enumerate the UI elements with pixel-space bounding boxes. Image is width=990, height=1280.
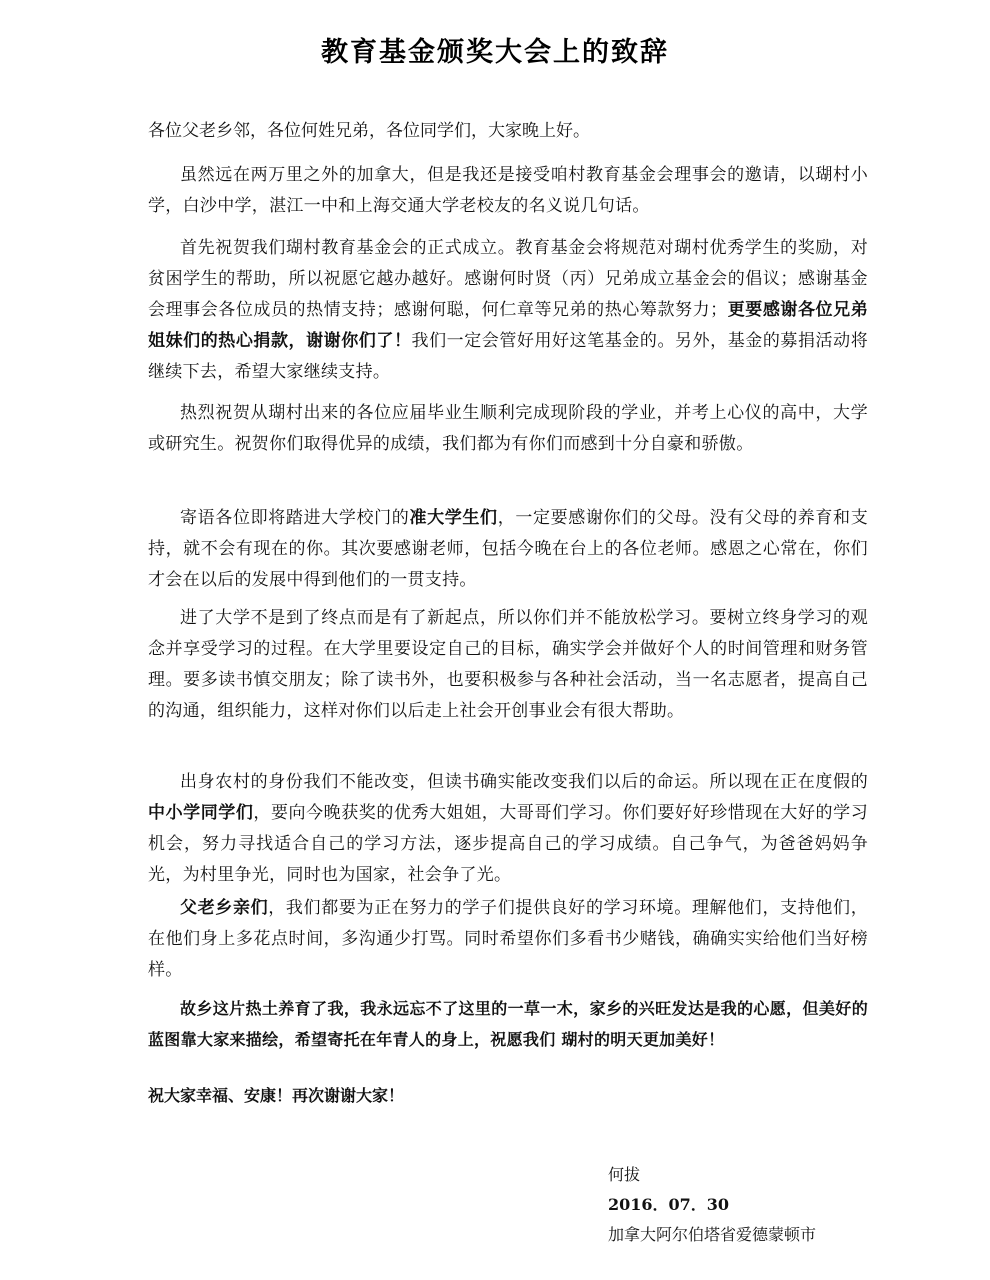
paragraph-8: 故乡这片热土养育了我，我永远忘不了这里的一草一木，家乡的兴旺发达是我的心愿，但美好的蓝图靠大家来描绘，希望寄托在年青人的身上，祝愿我们 瑚村的明天更加美好！ [148,999,868,1049]
paragraph-7 [148,893,868,986]
paragraph-7-bold: 父老乡亲们 [180,898,269,918]
paragraph-6 [148,767,868,891]
paragraph-2-part-a: 首先祝贺我们瑚村教育基金会的正式成立。 [180,238,516,258]
paragraph-2-part-b: 教育基金会将规范对瑚村优秀学生的奖励，对贫困学生的帮助，所以祝愿它越办越好。感谢何时贤（丙）兄弟成立基金会的倡议；感谢基金会理事会各位成员的热情支持；感谢何聪，何仁章等兄弟的热心筹款努力； [148,238,869,320]
paragraph-7-part-a: ，我们都要为正在努力的学子们提供良好的学习环境。理解他们，支持他们，在他们身上多花点时间，多沟通少打骂。同时希望你们多看书少赌钱，确确实实给他们当好榜样。 [148,898,868,980]
paragraph-4-part-a: 寄语各位即将踏进大学校门的 [180,508,410,528]
greeting: 各位父老乡邻，各位何姓兄弟，各位同学们，大家晚上好。 [148,121,590,141]
paragraph-6-part-b: ，要向今晚获奖的优秀大姐姐，大哥哥们学习。你们要好好珍惜现在大好的学习机会，努力寻找适合自己的学习方法，逐步提高自己的学习成绩。自己争气，为爸爸妈妈争光，为村里争光，同时也为国家，社会争了光。 [148,803,868,885]
signature-name: 何拔 [608,1165,641,1184]
paragraph-5: 进了大学不是到了终点而是有了新起点，所以你们并不能放松学习。要树立终身学习的观念并享受学习的过程。在大学里要设定自己的目标，确实学会并做好个人的时间管理和财务管理。要多读书慎交朋友；除了读书外，也要积极参与各种社会活动，当一名志愿者，提高自己的沟通，组织能力，这样对你们以后走上社会开创事业会有很大帮助。 [148,608,868,721]
paragraph-4 [148,503,868,596]
document-title: 教育基金颁奖大会上的致辞 [321,37,669,68]
paragraph-1: 虽然远在两万里之外的加拿大，但是我还是接受咱村教育基金会理事会的邀请，以瑚村小学，白沙中学，湛江一中和上海交通大学老校友的名义说几句话。 [148,165,868,216]
paragraph-4-part-b: ，一定要感谢你们的父母。没有父母的养育和支持，就不会有现在的你。其次要感谢老师，包括今晚在台上的各位老师。感恩之心常在，你们才会在以后的发展中得到他们的一贯支持。 [148,508,868,590]
paragraph-3: 热烈祝贺从瑚村出来的各位应届毕业生顺利完成现阶段的学业，并考上心仪的高中，大学或研究生。祝贺你们取得优异的成绩，我们都为有你们而感到十分自豪和骄傲。 [148,403,868,454]
paragraph-4-bold: 准大学生们 [409,508,498,528]
closing-line: 祝大家幸福、安康！再次谢谢大家！ [148,1086,405,1105]
signature-date: 2016．07．30 [608,1195,730,1214]
paragraph-2-bold-thanks: 更要感谢各位兄弟姐妹们的热心捐款，谢谢你们了！ [148,300,868,351]
signature-location: 加拿大阿尔伯塔省爱德蒙顿市 [608,1225,817,1244]
paragraph-2 [148,233,868,388]
signature-block [608,1160,816,1250]
paragraph-6-bold: 中小学同学们 [148,803,254,823]
paragraph-6-part-a: 出身农村的身份我们不能改变，但读书确实能改变我们以后的命运。所以现在正在度假的 [180,772,868,792]
paragraph-2-part-c: 我们一定会管好用好这笔基金的。另外，基金的募捐活动将继续下去，希望大家继续支持。 [148,331,868,382]
